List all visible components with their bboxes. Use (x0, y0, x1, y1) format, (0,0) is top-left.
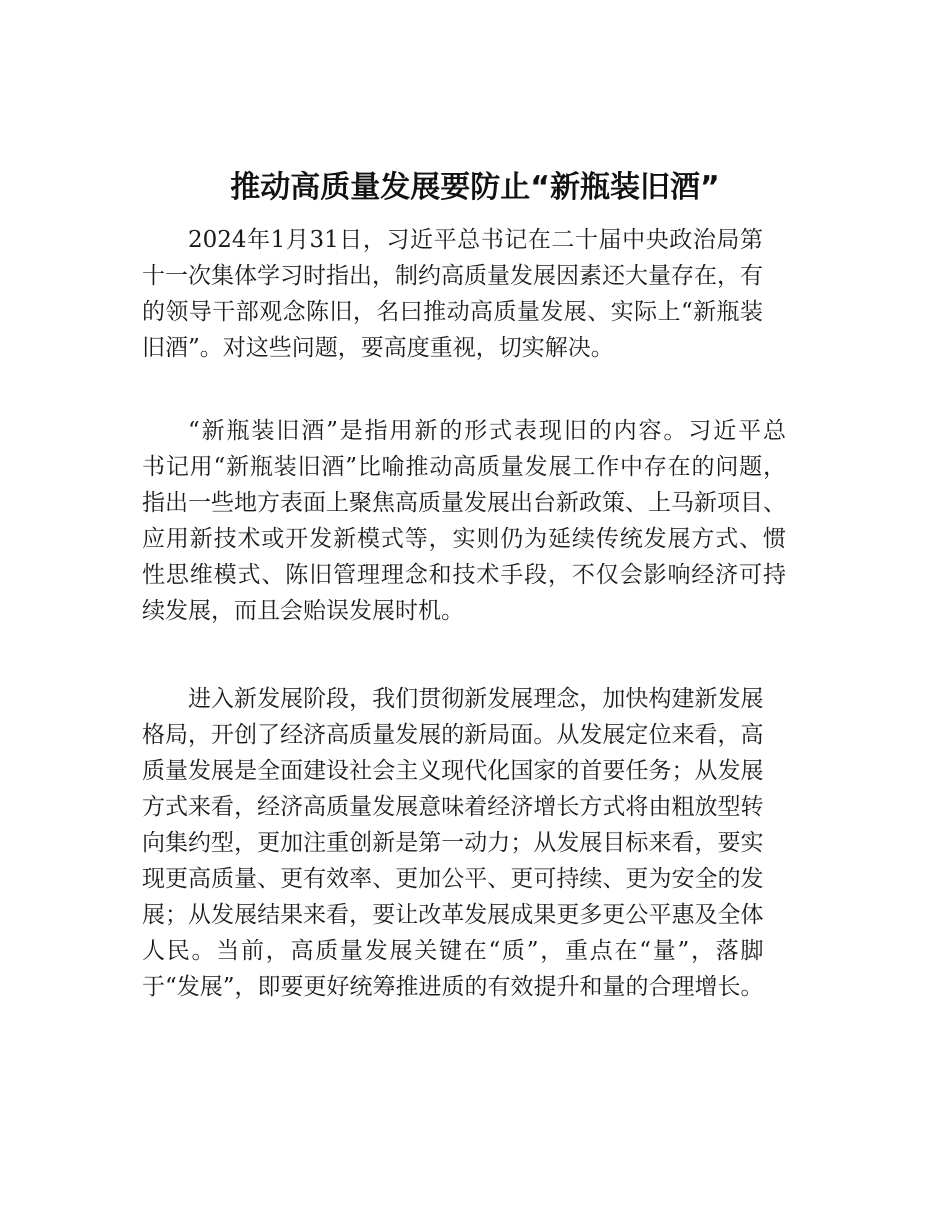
paragraph-line: 展；从发展结果来看，要让改革发展成果更多更公平惠及全体 (142, 902, 764, 928)
paragraph-line: 人民。当前，高质量发展关键在“质”，重点在“量”，落脚 (142, 938, 764, 964)
paragraph-line: 指出一些地方表面上聚焦高质量发展出台新政策、上马新项目、 (142, 490, 786, 516)
paragraph-1 (142, 222, 763, 366)
paragraph-3 (142, 681, 764, 1005)
paragraph-line: 进入新发展阶段，我们贯彻新发展理念，加快构建新发展 (188, 686, 764, 712)
paragraph-line: 书记用“新瓶装旧酒”比喻推动高质量发展工作中存在的问题， (142, 454, 786, 480)
paragraph-line: 于“发展”，即要更好统筹推进质的有效提升和量的合理增长。 (142, 974, 764, 1000)
paragraph-line: 十一次集体学习时指出，制约高质量发展因素还大量存在，有 (142, 263, 763, 289)
paragraph-line: 性思维模式、陈旧管理理念和技术手段，不仅会影响经济可持 (142, 562, 786, 588)
document-title: 推动高质量发展要防止“新瓶装旧酒” (230, 170, 720, 205)
paragraph-line: “新瓶装旧酒”是指用新的形式表现旧的内容。习近平总 (188, 418, 786, 444)
paragraph-line: 的领导干部观念陈旧，名曰推动高质量发展、实际上“新瓶装 (142, 299, 763, 325)
paragraph-line: 质量发展是全面建设社会主义现代化国家的首要任务；从发展 (142, 758, 764, 784)
paragraph-line: 现更高质量、更有效率、更加公平、更可持续、更为安全的发 (142, 866, 764, 892)
paragraph-line: 方式来看，经济高质量发展意味着经济增长方式将由粗放型转 (142, 794, 764, 820)
paragraph-line: 应用新技术或开发新模式等，实则仍为延续传统发展方式、惯 (142, 526, 786, 552)
paragraph-line: 向集约型，更加注重创新是第一动力；从发展目标来看，要实 (142, 830, 764, 856)
paragraph-line: 2024年1月31日，习近平总书记在二十届中央政治局第 (188, 227, 763, 253)
paragraph-2 (142, 413, 786, 629)
paragraph-line: 旧酒”。对这些问题，要高度重视，切实解决。 (142, 335, 614, 361)
paragraph-line: 格局，开创了经济高质量发展的新局面。从发展定位来看，高 (142, 722, 764, 748)
paragraph-line: 续发展，而且会贻误发展时机。 (142, 598, 464, 624)
